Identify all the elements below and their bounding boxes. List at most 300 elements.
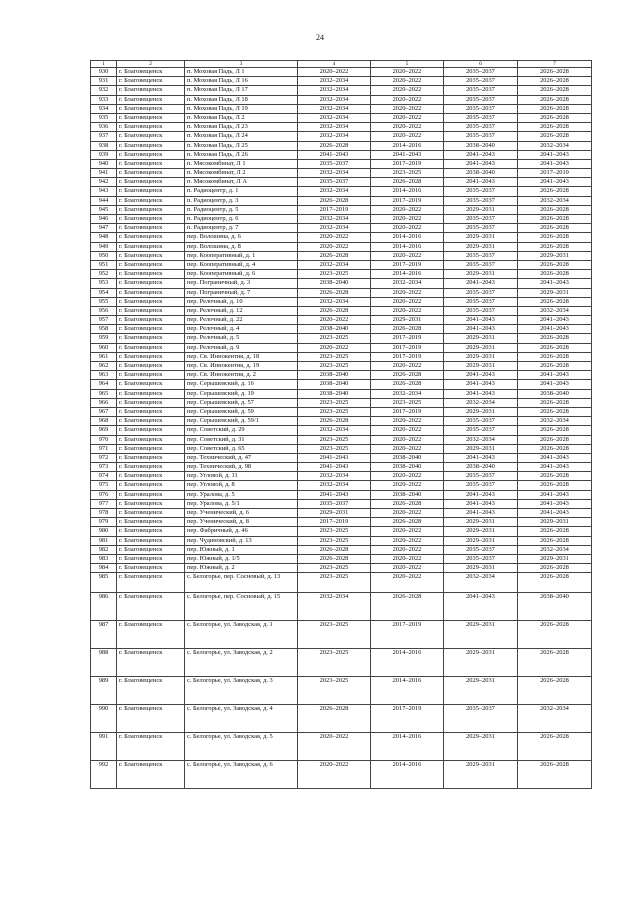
table-row (91, 573, 592, 593)
city-cell: г. Благовещенск (117, 705, 185, 733)
period-cell-col6: 2029–2031 (444, 621, 518, 649)
period-cell-col6: 2035–2037 (444, 288, 518, 297)
table-row (91, 733, 592, 761)
period-cell-col7: 2026–2028 (518, 444, 592, 453)
period-cell-col5: 2020–2022 (371, 417, 444, 426)
period-cell-col4: 2026–2028 (298, 196, 371, 205)
period-cell-col6: 2035–2037 (444, 417, 518, 426)
row-number-cell: 961 (91, 352, 117, 361)
period-cell-col4: 2023–2025 (298, 649, 371, 677)
city-cell: г. Благовещенск (117, 352, 185, 361)
period-cell-col4: 2020–2022 (298, 343, 371, 352)
row-number-cell: 968 (91, 417, 117, 426)
address-cell: с. Белогорье, ул. Заводская, д. 3 (185, 677, 298, 705)
city-cell: г. Благовещенск (117, 325, 185, 334)
period-cell-col6: 2035–2037 (444, 113, 518, 122)
period-cell-col6: 2035–2037 (444, 297, 518, 306)
period-cell-col6: 2035–2037 (444, 132, 518, 141)
period-cell-col5: 2032–2034 (371, 389, 444, 398)
city-cell: г. Благовещенск (117, 509, 185, 518)
address-cell: п. Моховая Падь, Л 17 (185, 86, 298, 95)
row-number-cell: 955 (91, 297, 117, 306)
period-cell-col6: 2035–2037 (444, 545, 518, 554)
row-number-cell: 938 (91, 141, 117, 150)
period-cell-col7: 2026–2028 (518, 104, 592, 113)
row-number-cell: 980 (91, 527, 117, 536)
period-cell-col5: 2020–2022 (371, 509, 444, 518)
table-row (91, 279, 592, 288)
period-cell-col6: 2041–2043 (444, 490, 518, 499)
period-cell-col6: 2029–2031 (444, 343, 518, 352)
period-cell-col5: 2026–2028 (371, 178, 444, 187)
address-cell: пер. Технический, д. 47 (185, 453, 298, 462)
address-cell: п. Радиоцентр, д. 5 (185, 205, 298, 214)
period-cell-col7: 2026–2028 (518, 77, 592, 86)
row-number-cell: 962 (91, 362, 117, 371)
address-cell: с. Белогорье, пер. Сосновый, д. 13 (185, 573, 298, 593)
city-cell: г. Благовещенск (117, 389, 185, 398)
period-cell-col6: 2041–2043 (444, 325, 518, 334)
address-cell: пер. Угловой, д. 11 (185, 472, 298, 481)
table-row (91, 77, 592, 86)
period-cell-col5: 2020–2022 (371, 536, 444, 545)
city-cell: г. Благовещенск (117, 334, 185, 343)
address-cell: пер. Релочный, д. 22 (185, 316, 298, 325)
row-number-cell: 963 (91, 371, 117, 380)
table-row (91, 389, 592, 398)
period-cell-col6: 2035–2037 (444, 426, 518, 435)
period-cell-col4: 2032–2034 (298, 123, 371, 132)
row-number-cell: 989 (91, 677, 117, 705)
period-cell-col4: 2032–2034 (298, 481, 371, 490)
city-cell: г. Благовещенск (117, 215, 185, 224)
period-cell-col6: 2029–2031 (444, 362, 518, 371)
period-cell-col6: 2029–2031 (444, 733, 518, 761)
city-cell: г. Благовещенск (117, 187, 185, 196)
period-cell-col7: 2041–2043 (518, 509, 592, 518)
period-cell-col6: 2035–2037 (444, 251, 518, 260)
city-cell: г. Благовещенск (117, 481, 185, 490)
period-cell-col5: 2020–2022 (371, 306, 444, 315)
table-row (91, 169, 592, 178)
table-row (91, 343, 592, 352)
table-row (91, 251, 592, 260)
period-cell-col4: 2041–2043 (298, 463, 371, 472)
table-row (91, 509, 592, 518)
period-cell-col5: 2017–2019 (371, 407, 444, 416)
city-cell: г. Благовещенск (117, 233, 185, 242)
city-cell: г. Благовещенск (117, 417, 185, 426)
table-row (91, 761, 592, 789)
period-cell-col7: 2041–2043 (518, 453, 592, 462)
period-cell-col4: 2041–2043 (298, 150, 371, 159)
period-cell-col4: 2029–2031 (298, 509, 371, 518)
period-cell-col7: 2041–2043 (518, 371, 592, 380)
table-row (91, 490, 592, 499)
row-number-cell: 947 (91, 224, 117, 233)
column-number-header: 4 (298, 61, 371, 68)
period-cell-col6: 2041–2043 (444, 316, 518, 325)
period-cell-col4: 2032–2034 (298, 169, 371, 178)
period-cell-col6: 2035–2037 (444, 86, 518, 95)
table-row (91, 435, 592, 444)
period-cell-col5: 2017–2019 (371, 621, 444, 649)
period-cell-col6: 2041–2043 (444, 593, 518, 621)
period-cell-col5: 2032–2034 (371, 279, 444, 288)
period-cell-col7: 2026–2028 (518, 132, 592, 141)
city-cell: г. Благовещенск (117, 196, 185, 205)
period-cell-col5: 2020–2022 (371, 444, 444, 453)
table-row (91, 362, 592, 371)
period-cell-col6: 2035–2037 (444, 260, 518, 269)
period-cell-col7: 2038–2040 (518, 389, 592, 398)
period-cell-col7: 2026–2028 (518, 343, 592, 352)
period-cell-col4: 2038–2040 (298, 325, 371, 334)
period-cell-col5: 2023–2025 (371, 398, 444, 407)
period-cell-col5: 2020–2022 (371, 104, 444, 113)
table-row (91, 288, 592, 297)
period-cell-col6: 2029–2031 (444, 407, 518, 416)
period-cell-col4: 2023–2025 (298, 527, 371, 536)
period-cell-col5: 2020–2022 (371, 426, 444, 435)
row-number-cell: 992 (91, 761, 117, 789)
period-cell-col7: 2026–2028 (518, 123, 592, 132)
period-cell-col7: 2026–2028 (518, 426, 592, 435)
period-cell-col4: 2032–2034 (298, 132, 371, 141)
address-cell: пер. Южный, д. 1/5 (185, 554, 298, 563)
row-number-cell: 936 (91, 123, 117, 132)
period-cell-col7: 2026–2028 (518, 270, 592, 279)
period-cell-col6: 2035–2037 (444, 104, 518, 113)
address-cell: пер. Советский, д. 29 (185, 426, 298, 435)
city-cell: г. Благовещенск (117, 453, 185, 462)
period-cell-col5: 2020–2022 (371, 288, 444, 297)
period-cell-col4: 2026–2028 (298, 417, 371, 426)
address-cell: пер. Серышевский, д. 57 (185, 398, 298, 407)
city-cell: г. Благовещенск (117, 141, 185, 150)
period-cell-col5: 2014–2016 (371, 141, 444, 150)
period-cell-col5: 2020–2022 (371, 123, 444, 132)
period-cell-col6: 2029–2031 (444, 649, 518, 677)
period-cell-col6: 2035–2037 (444, 68, 518, 77)
table-row (91, 545, 592, 554)
period-cell-col7: 2026–2028 (518, 95, 592, 104)
city-cell: г. Благовещенск (117, 545, 185, 554)
row-number-cell: 990 (91, 705, 117, 733)
address-cell: п. Мясокомбинат, Л 2 (185, 169, 298, 178)
period-cell-col4: 2026–2028 (298, 306, 371, 315)
period-cell-col4: 2023–2025 (298, 270, 371, 279)
page-number: 24 (316, 33, 324, 42)
table-row (91, 593, 592, 621)
row-number-cell: 946 (91, 215, 117, 224)
row-number-cell: 981 (91, 536, 117, 545)
period-cell-col4: 2035–2037 (298, 159, 371, 168)
address-cell: пер. Советский, д. 65 (185, 444, 298, 453)
period-cell-col4: 2032–2034 (298, 77, 371, 86)
period-cell-col4: 2032–2034 (298, 86, 371, 95)
period-cell-col4: 2020–2022 (298, 761, 371, 789)
period-cell-col5: 2014–2016 (371, 242, 444, 251)
period-cell-col7: 2026–2028 (518, 215, 592, 224)
period-cell-col6: 2029–2031 (444, 205, 518, 214)
address-cell: п. Мясокомбинат, Л А (185, 178, 298, 187)
period-cell-col7: 2026–2028 (518, 407, 592, 416)
city-cell: г. Благовещенск (117, 564, 185, 573)
period-cell-col6: 2029–2031 (444, 536, 518, 545)
period-cell-col5: 2014–2016 (371, 761, 444, 789)
period-cell-col4: 2041–2043 (298, 453, 371, 462)
city-cell: г. Благовещенск (117, 86, 185, 95)
period-cell-col7: 2029–2031 (518, 518, 592, 527)
address-cell: п. Моховая Падь, Л 19 (185, 104, 298, 113)
city-cell: г. Благовещенск (117, 306, 185, 315)
table-row (91, 242, 592, 251)
period-cell-col7: 2041–2043 (518, 279, 592, 288)
address-cell: пер. Релочный, д. 4 (185, 325, 298, 334)
address-cell: п. Моховая Падь, Л 18 (185, 95, 298, 104)
row-number-cell: 987 (91, 621, 117, 649)
period-cell-col6: 2032–2034 (444, 435, 518, 444)
period-cell-col5: 2017–2019 (371, 260, 444, 269)
city-cell: г. Благовещенск (117, 554, 185, 563)
period-cell-col5: 2017–2019 (371, 705, 444, 733)
period-cell-col4: 2020–2022 (298, 233, 371, 242)
period-cell-col7: 2026–2028 (518, 481, 592, 490)
period-cell-col4: 2026–2028 (298, 705, 371, 733)
city-cell: г. Благовещенск (117, 371, 185, 380)
period-cell-col5: 2038–2040 (371, 463, 444, 472)
row-number-cell: 950 (91, 251, 117, 260)
address-cell: пер. Серышевский, д. 19 (185, 389, 298, 398)
period-cell-col5: 2020–2022 (371, 362, 444, 371)
address-cell: пер. Св. Иннокентия, д. 19 (185, 362, 298, 371)
city-cell: г. Благовещенск (117, 279, 185, 288)
period-cell-col7: 2026–2028 (518, 649, 592, 677)
address-cell: п. Моховая Падь, Л 2 (185, 113, 298, 122)
period-cell-col6: 2035–2037 (444, 554, 518, 563)
period-cell-col6: 2041–2043 (444, 380, 518, 389)
period-cell-col4: 2032–2034 (298, 95, 371, 104)
period-cell-col5: 2026–2028 (371, 518, 444, 527)
city-cell: г. Благовещенск (117, 178, 185, 187)
period-cell-col5: 2023–2025 (371, 169, 444, 178)
address-cell: с. Белогорье, ул. Заводская, д. 1 (185, 621, 298, 649)
table-row (91, 481, 592, 490)
column-number-header: 6 (444, 61, 518, 68)
period-cell-col7: 2041–2043 (518, 159, 592, 168)
row-number-cell: 985 (91, 573, 117, 593)
period-cell-col5: 2020–2022 (371, 77, 444, 86)
period-cell-col5: 2020–2022 (371, 435, 444, 444)
table-row (91, 132, 592, 141)
address-cell: с. Белогорье, ул. Заводская, д. 2 (185, 649, 298, 677)
period-cell-col6: 2029–2031 (444, 518, 518, 527)
period-cell-col7: 2017–2019 (518, 169, 592, 178)
address-cell: пер. Южный, д. 1 (185, 545, 298, 554)
table-row (91, 398, 592, 407)
period-cell-col5: 2020–2022 (371, 527, 444, 536)
period-cell-col7: 2026–2028 (518, 113, 592, 122)
table-row (91, 178, 592, 187)
row-number-cell: 973 (91, 463, 117, 472)
period-cell-col5: 2020–2022 (371, 113, 444, 122)
city-cell: г. Благовещенск (117, 224, 185, 233)
table-row (91, 260, 592, 269)
column-number-header: 1 (91, 61, 117, 68)
table-row (91, 233, 592, 242)
address-cell: пер. Св. Иннокентия, д. 18 (185, 352, 298, 361)
address-cell: пер. Советский, д. 31 (185, 435, 298, 444)
city-cell: г. Благовещенск (117, 113, 185, 122)
table-row (91, 649, 592, 677)
row-number-cell: 944 (91, 196, 117, 205)
period-cell-col7: 2026–2028 (518, 733, 592, 761)
address-cell: пер. Угловой, д. 8 (185, 481, 298, 490)
period-cell-col4: 2023–2025 (298, 352, 371, 361)
address-cell: пер. Релочный, д. 10 (185, 297, 298, 306)
city-cell: г. Благовещенск (117, 536, 185, 545)
period-cell-col7: 2041–2043 (518, 325, 592, 334)
period-cell-col5: 2014–2016 (371, 187, 444, 196)
row-number-cell: 965 (91, 389, 117, 398)
period-cell-col7: 2041–2043 (518, 490, 592, 499)
period-cell-col6: 2035–2037 (444, 196, 518, 205)
row-number-cell: 976 (91, 490, 117, 499)
row-number-cell: 951 (91, 260, 117, 269)
row-number-cell: 984 (91, 564, 117, 573)
address-cell: пер. Релочный, д. 9 (185, 343, 298, 352)
period-cell-col6: 2035–2037 (444, 123, 518, 132)
table-row (91, 352, 592, 361)
table-row (91, 499, 592, 508)
address-cell: пер. Пограничный, д. 3 (185, 279, 298, 288)
period-cell-col4: 2017–2019 (298, 518, 371, 527)
table-row (91, 677, 592, 705)
period-cell-col7: 2026–2028 (518, 260, 592, 269)
period-cell-col7: 2041–2043 (518, 463, 592, 472)
period-cell-col6: 2038–2040 (444, 169, 518, 178)
period-cell-col5: 2026–2028 (371, 371, 444, 380)
city-cell: г. Благовещенск (117, 242, 185, 251)
row-number-cell: 943 (91, 187, 117, 196)
table-row (91, 426, 592, 435)
table-row (91, 224, 592, 233)
row-number-cell: 991 (91, 733, 117, 761)
row-number-cell: 982 (91, 545, 117, 554)
period-cell-col7: 2041–2043 (518, 150, 592, 159)
period-cell-col4: 2041–2043 (298, 490, 371, 499)
row-number-cell: 960 (91, 343, 117, 352)
period-cell-col4: 2038–2040 (298, 389, 371, 398)
period-cell-col7: 2026–2028 (518, 68, 592, 77)
row-number-cell: 972 (91, 453, 117, 462)
period-cell-col4: 2023–2025 (298, 573, 371, 593)
row-number-cell: 937 (91, 132, 117, 141)
address-cell: пер. Кооперативный, д. 4 (185, 260, 298, 269)
period-cell-col6: 2041–2043 (444, 150, 518, 159)
period-cell-col7: 2026–2028 (518, 472, 592, 481)
period-cell-col6: 2035–2037 (444, 481, 518, 490)
city-cell: г. Благовещенск (117, 205, 185, 214)
period-cell-col4: 2026–2028 (298, 141, 371, 150)
row-number-cell: 930 (91, 68, 117, 77)
table-row (91, 621, 592, 649)
row-number-cell: 966 (91, 398, 117, 407)
city-cell: г. Благовещенск (117, 499, 185, 508)
row-number-cell: 978 (91, 509, 117, 518)
period-cell-col5: 2020–2022 (371, 545, 444, 554)
period-cell-col7: 2026–2028 (518, 573, 592, 593)
period-cell-col5: 2020–2022 (371, 224, 444, 233)
address-cell: пер. Кооперативный, д. 6 (185, 270, 298, 279)
period-cell-col6: 2035–2037 (444, 224, 518, 233)
table-row (91, 306, 592, 315)
period-cell-col6: 2032–2034 (444, 398, 518, 407)
address-cell: пер. Чудиновский, д. 13 (185, 536, 298, 545)
column-number-header: 2 (117, 61, 185, 68)
table-row (91, 113, 592, 122)
period-cell-col5: 2017–2019 (371, 334, 444, 343)
table-row (91, 196, 592, 205)
address-cell: пер. Ученический, д. 8 (185, 518, 298, 527)
period-cell-col4: 2032–2034 (298, 593, 371, 621)
period-cell-col6: 2041–2043 (444, 371, 518, 380)
period-cell-col6: 2029–2031 (444, 352, 518, 361)
period-cell-col7: 2026–2028 (518, 297, 592, 306)
row-number-cell: 934 (91, 104, 117, 113)
column-number-header: 5 (371, 61, 444, 68)
period-cell-col4: 2026–2028 (298, 288, 371, 297)
table-header-row (91, 61, 592, 68)
city-cell: г. Благовещенск (117, 527, 185, 536)
row-number-cell: 954 (91, 288, 117, 297)
table-row (91, 316, 592, 325)
period-cell-col6: 2041–2043 (444, 509, 518, 518)
period-cell-col7: 2026–2028 (518, 86, 592, 95)
table-row (91, 518, 592, 527)
period-cell-col4: 2026–2028 (298, 554, 371, 563)
table-row (91, 141, 592, 150)
period-cell-col5: 2038–2040 (371, 490, 444, 499)
period-cell-col4: 2020–2022 (298, 733, 371, 761)
table-row (91, 150, 592, 159)
city-cell: г. Благовещенск (117, 518, 185, 527)
table-row (91, 95, 592, 104)
period-cell-col4: 2032–2034 (298, 113, 371, 122)
period-cell-col7: 2026–2028 (518, 621, 592, 649)
period-cell-col6: 2035–2037 (444, 306, 518, 315)
address-cell: пер. Южный, д. 2 (185, 564, 298, 573)
period-cell-col4: 2026–2028 (298, 545, 371, 554)
city-cell: г. Благовещенск (117, 104, 185, 113)
period-cell-col7: 2041–2043 (518, 178, 592, 187)
period-cell-col4: 2020–2022 (298, 316, 371, 325)
address-cell: пер. Технический, д. 98 (185, 463, 298, 472)
table-row (91, 380, 592, 389)
row-number-cell: 957 (91, 316, 117, 325)
period-cell-col4: 2038–2040 (298, 371, 371, 380)
table-row (91, 334, 592, 343)
address-cell: пер. Уралова, д. 5/1 (185, 499, 298, 508)
address-cell: пер. Св. Иннокентия, д. 2 (185, 371, 298, 380)
period-cell-col7: 2026–2028 (518, 334, 592, 343)
address-cell: пер. Ученический, д. 6 (185, 509, 298, 518)
row-number-cell: 983 (91, 554, 117, 563)
period-cell-col6: 2041–2043 (444, 389, 518, 398)
address-cell: пер. Релочный, д. 5 (185, 334, 298, 343)
period-cell-col4: 2038–2040 (298, 279, 371, 288)
